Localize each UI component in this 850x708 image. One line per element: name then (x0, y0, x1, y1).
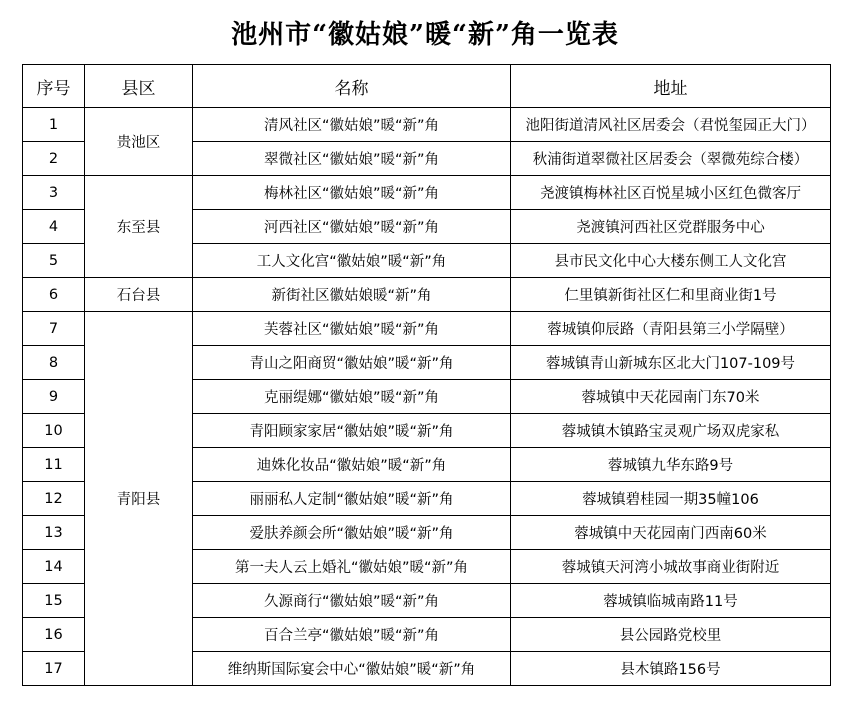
row-no: 5 (23, 244, 85, 278)
table-row (23, 176, 831, 210)
row-name: 克丽缇娜“徽姑娘”暖“新”角 (193, 380, 511, 414)
table-row (23, 312, 831, 346)
row-name: 芙蓉社区“徽姑娘”暖“新”角 (193, 312, 511, 346)
row-name: 第一夫人云上婚礼“徽姑娘”暖“新”角 (193, 550, 511, 584)
header-county: 县区 (85, 65, 193, 108)
row-no: 14 (23, 550, 85, 584)
row-name: 新街社区徽姑娘暖“新”角 (193, 278, 511, 312)
row-no: 10 (23, 414, 85, 448)
row-address: 蓉城镇木镇路宝灵观广场双虎家私 (511, 414, 831, 448)
row-no: 8 (23, 346, 85, 380)
row-no: 12 (23, 482, 85, 516)
row-name: 翠微社区“徽姑娘”暖“新”角 (193, 142, 511, 176)
row-no: 13 (23, 516, 85, 550)
row-address: 仁里镇新街社区仁和里商业街1号 (511, 278, 831, 312)
row-no: 9 (23, 380, 85, 414)
row-no: 15 (23, 584, 85, 618)
row-address: 蓉城镇天河湾小城故事商业街附近 (511, 550, 831, 584)
row-address: 县公园路党校里 (511, 618, 831, 652)
row-address: 县木镇路156号 (511, 652, 831, 686)
row-address: 蓉城镇中天花园南门西南60米 (511, 516, 831, 550)
row-address: 蓉城镇临城南路11号 (511, 584, 831, 618)
table-row (23, 108, 831, 142)
row-name: 爱肤养颜会所“徽姑娘”暖“新”角 (193, 516, 511, 550)
row-name: 青阳顾家家居“徽姑娘”暖“新”角 (193, 414, 511, 448)
row-no: 1 (23, 108, 85, 142)
row-address: 尧渡镇河西社区党群服务中心 (511, 210, 831, 244)
row-address: 蓉城镇仰辰路（青阳县第三小学隔壁） (511, 312, 831, 346)
row-no: 4 (23, 210, 85, 244)
row-no: 6 (23, 278, 85, 312)
table-row (23, 278, 831, 312)
county-cell: 东至县 (85, 176, 193, 278)
row-name: 工人文化宫“徽姑娘”暖“新”角 (193, 244, 511, 278)
row-name: 青山之阳商贸“徽姑娘”暖“新”角 (193, 346, 511, 380)
row-no: 3 (23, 176, 85, 210)
table-header-row (23, 65, 831, 108)
row-address: 蓉城镇九华东路9号 (511, 448, 831, 482)
row-no: 11 (23, 448, 85, 482)
row-name: 梅林社区“徽姑娘”暖“新”角 (193, 176, 511, 210)
row-address: 蓉城镇碧桂园一期35幢106 (511, 482, 831, 516)
row-name: 丽丽私人定制“徽姑娘”暖“新”角 (193, 482, 511, 516)
header-no: 序号 (23, 65, 85, 108)
row-address: 县市民文化中心大楼东侧工人文化宫 (511, 244, 831, 278)
row-address: 池阳街道清风社区居委会（君悦玺园正大门） (511, 108, 831, 142)
row-name: 久源商行“徽姑娘”暖“新”角 (193, 584, 511, 618)
row-address: 尧渡镇梅林社区百悦星城小区红色微客厅 (511, 176, 831, 210)
county-cell: 青阳县 (85, 312, 193, 686)
header-name: 名称 (193, 65, 511, 108)
county-cell: 贵池区 (85, 108, 193, 176)
page-title: 池州市“徽姑娘”暖“新”角一览表 (231, 20, 619, 50)
row-address: 蓉城镇中天花园南门东70米 (511, 380, 831, 414)
row-name: 清风社区“徽姑娘”暖“新”角 (193, 108, 511, 142)
row-name: 迪姝化妆品“徽姑娘”暖“新”角 (193, 448, 511, 482)
row-no: 7 (23, 312, 85, 346)
row-name: 河西社区“徽姑娘”暖“新”角 (193, 210, 511, 244)
row-no: 16 (23, 618, 85, 652)
county-cell: 石台县 (85, 278, 193, 312)
row-no: 17 (23, 652, 85, 686)
row-name: 维纳斯国际宴会中心“徽姑娘”暖“新”角 (193, 652, 511, 686)
row-address: 蓉城镇青山新城东区北大门107-109号 (511, 346, 831, 380)
row-name: 百合兰亭“徽姑娘”暖“新”角 (193, 618, 511, 652)
row-address: 秋浦街道翠微社区居委会（翠微苑综合楼） (511, 142, 831, 176)
location-table (22, 64, 831, 686)
row-no: 2 (23, 142, 85, 176)
header-address: 地址 (511, 65, 831, 108)
